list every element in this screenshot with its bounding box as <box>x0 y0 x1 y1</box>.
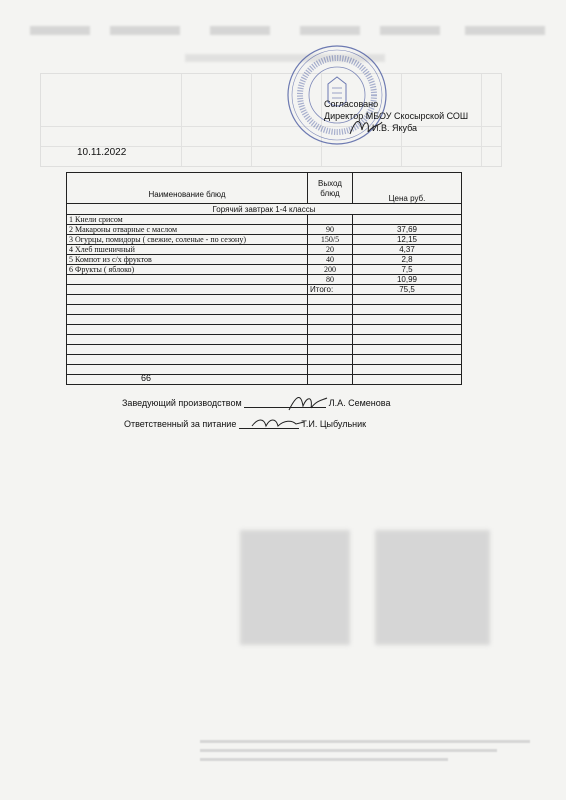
total-spacer <box>67 285 308 295</box>
dish-price: 4,37 <box>353 245 462 255</box>
production-label: Заведующий производством <box>122 398 242 408</box>
approval-title: Согласовано <box>324 99 379 109</box>
nutrition-signature <box>248 414 308 434</box>
empty-row <box>67 325 462 335</box>
table-row <box>67 275 462 285</box>
dish-name: 2 Макароны отварные с маслом <box>67 225 308 235</box>
total-row <box>67 285 462 295</box>
section-title: Горячий завтрак 1-4 классы <box>67 204 462 215</box>
table-row <box>67 215 462 225</box>
col-header-name: Наименование блюд <box>67 173 308 204</box>
dish-output <box>308 215 353 225</box>
dish-name <box>67 275 308 285</box>
table-row <box>67 265 462 275</box>
table-row <box>67 225 462 235</box>
dish-name: 1 Кнели срисом <box>67 215 308 225</box>
bleed-through-block <box>240 530 350 645</box>
dish-output: 20 <box>308 245 353 255</box>
empty-row <box>67 295 462 305</box>
empty-row <box>67 335 462 345</box>
total-label: Итого: <box>308 285 353 295</box>
nutrition-signature-line <box>124 419 366 429</box>
col-header-price: Цена руб. <box>353 173 462 204</box>
empty-row <box>67 365 462 375</box>
menu-header-row <box>67 173 462 204</box>
empty-row <box>67 355 462 365</box>
production-signature <box>283 392 331 414</box>
approval-signer: И.В. Якуба <box>372 123 418 133</box>
dish-price: 7,5 <box>353 265 462 275</box>
production-name: Л.А. Семенова <box>328 398 391 408</box>
dish-output: 200 <box>308 265 353 275</box>
empty-row <box>67 345 462 355</box>
dish-name: 3 Огурцы, помидоры ( свежие, соленые - по сезону) <box>67 235 308 245</box>
dish-name: 5 Компот из с/х фруктов <box>67 255 308 265</box>
dish-price: 12,15 <box>353 235 462 245</box>
dish-output: 80 <box>308 275 353 285</box>
dish-output: 150/5 <box>308 235 353 245</box>
menu-date: 10.11.2022 <box>77 147 127 158</box>
menu-table <box>66 172 462 385</box>
empty-row <box>67 375 462 385</box>
total-value: 75,5 <box>353 285 462 295</box>
col-header-output: Выход блюд <box>308 173 353 204</box>
dish-name: 4 Хлеб пшеничный <box>67 245 308 255</box>
dish-name: 6 Фрукты ( яблоко) <box>67 265 308 275</box>
nutrition-name: Т.И. Цыбульник <box>301 419 367 429</box>
approval-position: Директор МБОУ Скосырской СОШ <box>324 111 469 121</box>
portion-count: 66 <box>141 373 152 383</box>
dish-output: 40 <box>308 255 353 265</box>
empty-row <box>67 315 462 325</box>
table-row <box>67 245 462 255</box>
director-signature <box>346 114 386 140</box>
empty-row <box>67 305 462 315</box>
dish-output: 90 <box>308 225 353 235</box>
section-row <box>67 204 462 215</box>
bleed-through-block <box>375 530 490 645</box>
table-row <box>67 235 462 245</box>
dish-price: 10,99 <box>353 275 462 285</box>
nutrition-label: Ответственный за питание <box>124 419 237 429</box>
production-signature-line <box>122 398 390 408</box>
dish-price <box>353 215 462 225</box>
bleed-through-footer <box>200 740 530 768</box>
dish-price: 37,69 <box>353 225 462 235</box>
dish-price: 2,8 <box>353 255 462 265</box>
table-row <box>67 255 462 265</box>
bleed-through-header <box>30 26 550 46</box>
